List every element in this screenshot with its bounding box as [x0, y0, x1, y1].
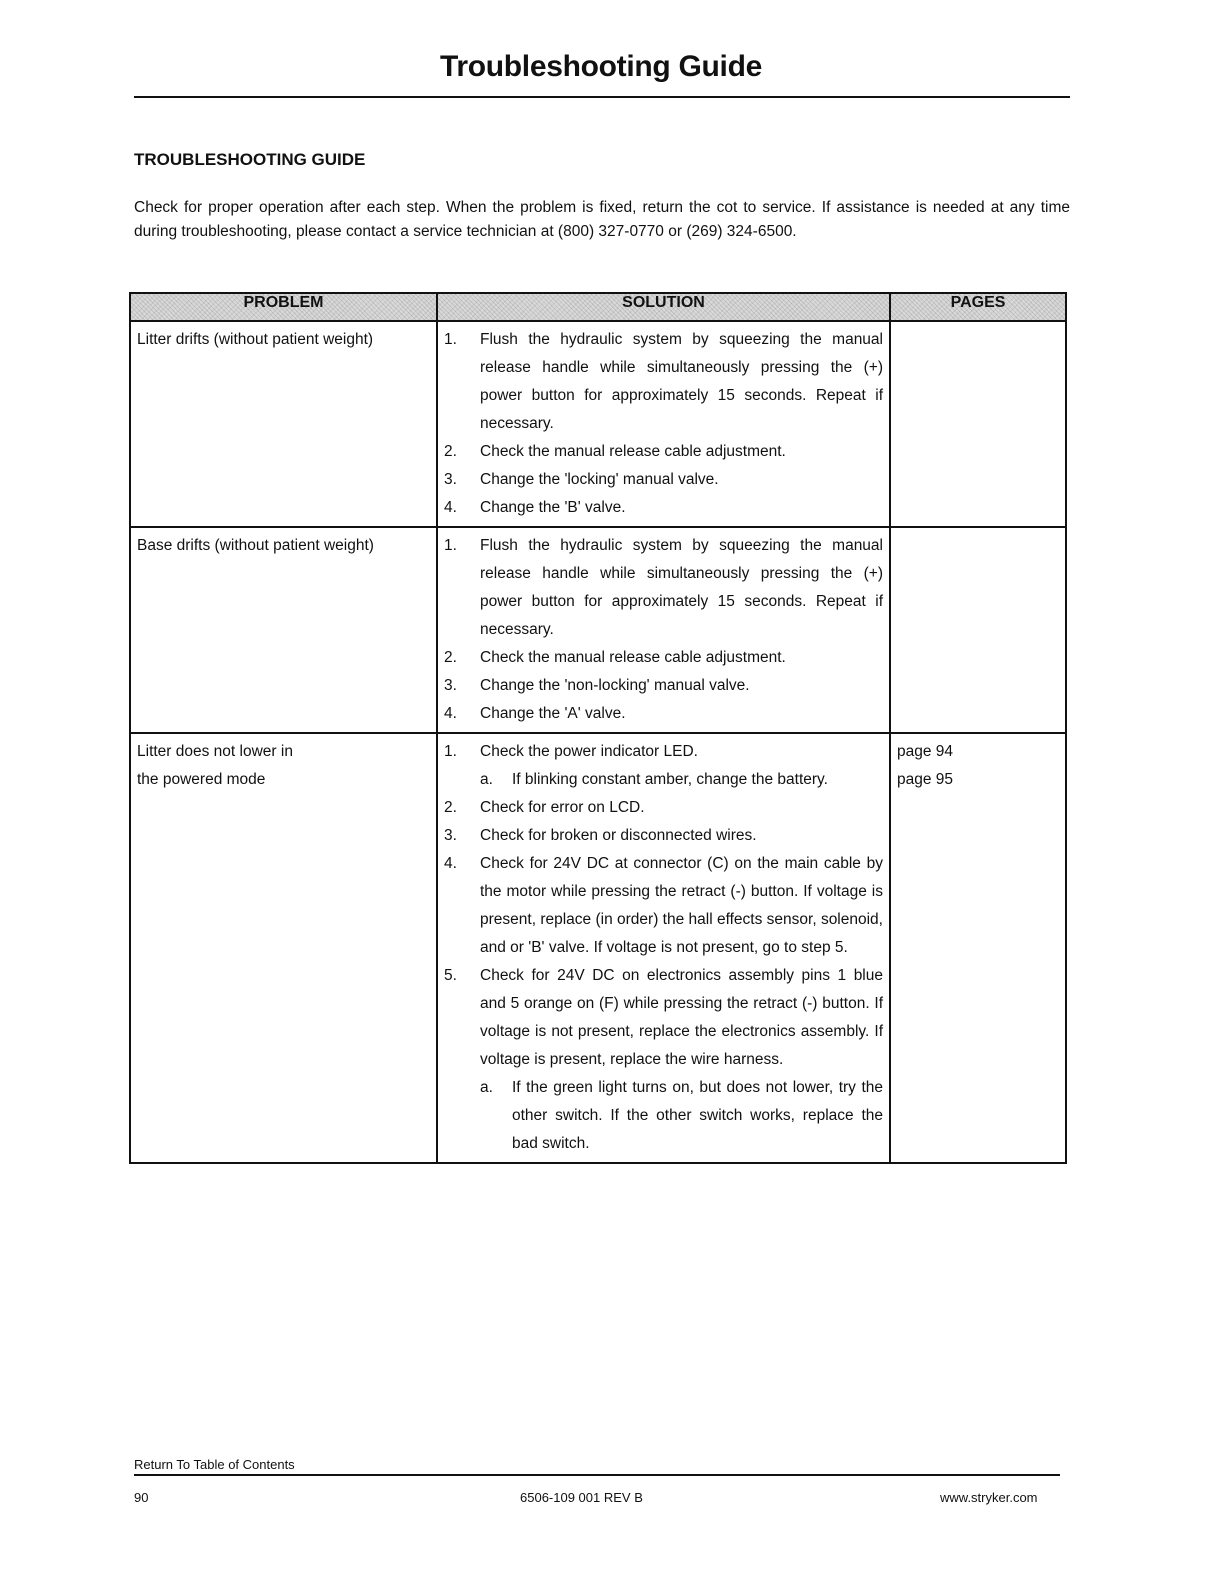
problem-line: the powered mode	[137, 771, 266, 788]
intro-paragraph: Check for proper operation after each step. When the problem is fixed, return the cot to service. If assistance is needed at any time during troubleshooting, please contact a service technician at (800) 327-0770 or (269) 324-6500.	[134, 199, 1070, 240]
troubleshooting-table	[129, 292, 1067, 1164]
step-text: Check for 24V DC on electronics assembly pins 1 blue and 5 orange on (F) while pressing the retract (-) button. If voltage is not present, replace the electronics assembly. If voltage is present, replace the wire harness.	[480, 967, 883, 1068]
step-number: 1.	[444, 331, 457, 348]
step-number: 3.	[444, 827, 457, 844]
page-reference: page 95	[897, 771, 954, 788]
step-text: Change the 'A' valve.	[480, 705, 626, 722]
solution-cell	[437, 321, 890, 527]
step-text: Check for broken or disconnected wires.	[480, 827, 757, 844]
substep-list	[480, 1074, 883, 1158]
solution-step	[444, 850, 883, 962]
return-to-contents-link[interactable]: Return To Table of Contents	[134, 1457, 295, 1472]
substep-text: If blinking constant amber, change the battery.	[512, 771, 828, 788]
section-heading: TROUBLESHOOTING GUIDE	[134, 150, 366, 169]
solution-substep	[480, 766, 883, 794]
solution-step	[444, 644, 883, 672]
solution-step	[444, 438, 883, 466]
table-row	[130, 527, 1066, 733]
header-solution: SOLUTION	[437, 293, 890, 321]
page-number: 90	[134, 1490, 149, 1505]
page-title: Troubleshooting Guide	[439, 50, 763, 83]
document-number: 6506-109 001 REV B	[520, 1490, 643, 1505]
solution-substep	[480, 1074, 883, 1158]
substep-text: If the green light turns on, but does not lower, try the other switch. If the other switch works, replace the bad switch.	[512, 1079, 883, 1152]
step-text: Flush the hydraulic system by squeezing the manual release handle while simultaneously pressing the (+) power button for approximately 15 seconds. Repeat if necessary.	[480, 537, 883, 638]
problem-line: Litter does not lower in	[137, 743, 293, 760]
problem-cell: Base drifts (without patient weight)	[130, 527, 437, 733]
step-number: 3.	[444, 471, 457, 488]
step-text: Check the power indicator LED.	[480, 743, 698, 760]
solution-step	[444, 738, 883, 766]
solution-step	[444, 672, 883, 700]
step-number: 1.	[444, 743, 457, 760]
table-row	[130, 321, 1066, 527]
pages-cell	[890, 527, 1066, 733]
solution-cell	[437, 733, 890, 1163]
substep-letter: a.	[480, 771, 493, 788]
step-number: 2.	[444, 799, 457, 816]
problem-cell	[130, 733, 437, 1163]
solution-step	[444, 532, 883, 644]
step-number: 3.	[444, 677, 457, 694]
solution-step	[444, 466, 883, 494]
step-number: 5.	[444, 967, 457, 984]
step-text: Check for 24V DC at connector (C) on the main cable by the motor while pressing the retract (-) button. If voltage is present, replace (in order) the hall effects sensor, solenoid, and or 'B' valve. If voltage is not present, go to step 5.	[480, 855, 883, 956]
solution-step	[444, 962, 883, 1074]
pages-cell	[890, 321, 1066, 527]
table-row	[130, 733, 1066, 1163]
table-header-row	[130, 293, 1066, 321]
step-text: Check the manual release cable adjustment.	[480, 443, 786, 460]
solution-step	[444, 794, 883, 822]
title-rule	[134, 96, 1070, 98]
solution-step	[444, 494, 883, 522]
header-problem: PROBLEM	[130, 293, 437, 321]
step-text: Check the manual release cable adjustment.	[480, 649, 786, 666]
pages-cell	[890, 733, 1066, 1163]
substep-letter: a.	[480, 1079, 493, 1096]
solution-step	[444, 700, 883, 728]
problem-cell: Litter drifts (without patient weight)	[130, 321, 437, 527]
step-number: 4.	[444, 499, 457, 516]
step-text: Check for error on LCD.	[480, 799, 645, 816]
step-text: Change the 'locking' manual valve.	[480, 471, 719, 488]
header-pages: PAGES	[890, 293, 1066, 321]
step-number: 2.	[444, 649, 457, 666]
step-text: Flush the hydraulic system by squeezing the manual release handle while simultaneously pressing the (+) power button for approximately 15 seconds. Repeat if necessary.	[480, 331, 883, 432]
step-text: Change the 'B' valve.	[480, 499, 626, 516]
page-reference: page 94	[897, 743, 954, 760]
website-url: www.stryker.com	[940, 1490, 1038, 1505]
step-number: 1.	[444, 537, 457, 554]
solution-step	[444, 326, 883, 438]
step-number: 2.	[444, 443, 457, 460]
step-text: Change the 'non-locking' manual valve.	[480, 677, 750, 694]
step-number: 4.	[444, 705, 457, 722]
substep-list	[480, 766, 883, 794]
solution-substep-wrapper	[444, 1074, 883, 1158]
solution-step	[444, 822, 883, 850]
solution-cell	[437, 527, 890, 733]
solution-substep-wrapper	[444, 766, 883, 794]
footer-rule	[134, 1474, 1060, 1476]
step-number: 4.	[444, 855, 457, 872]
